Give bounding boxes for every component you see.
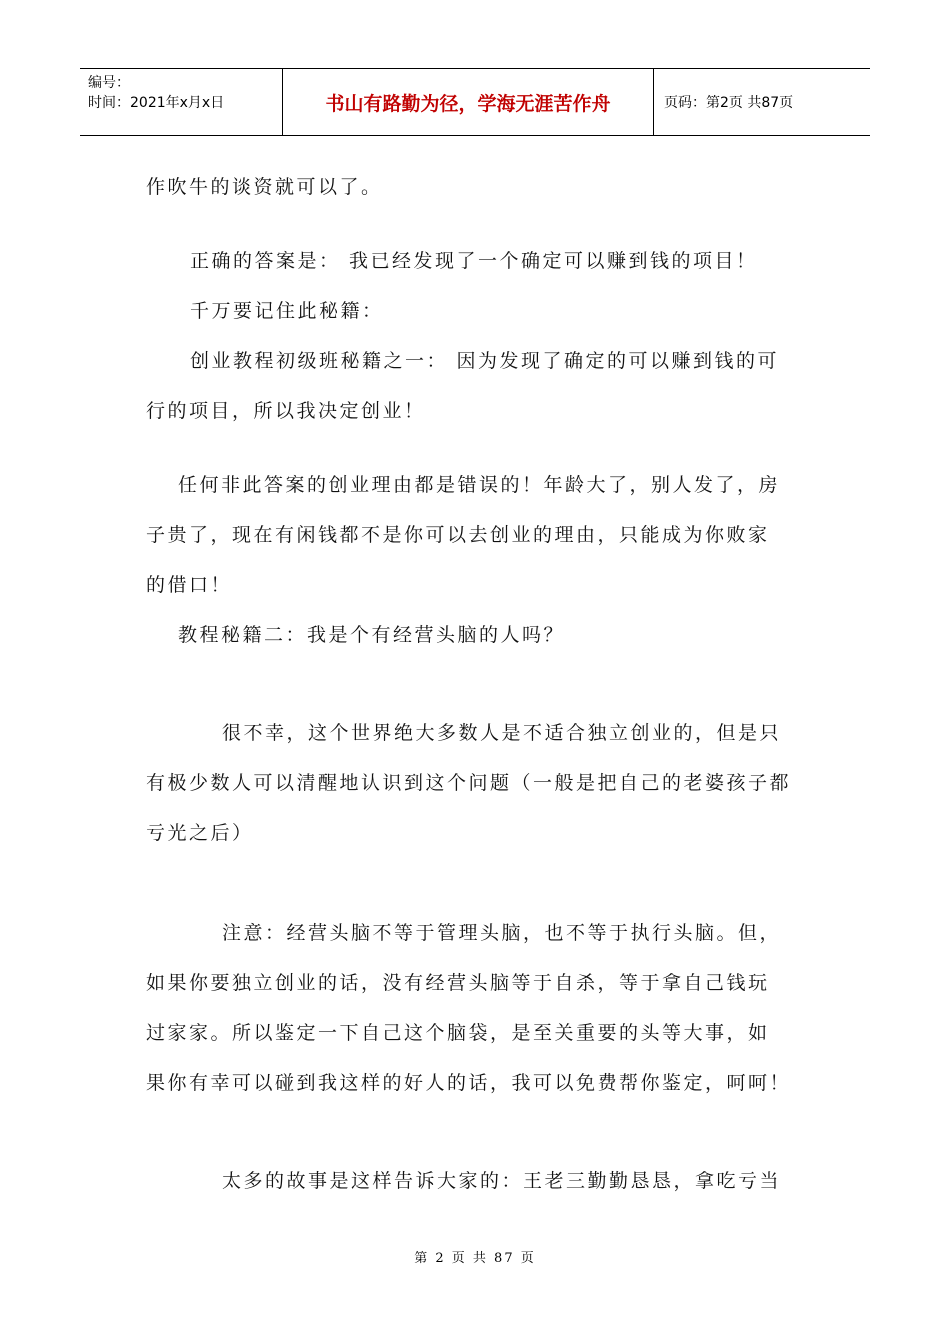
body-line: 行的项目，所以我决定创业！ [146,400,426,422]
body-line: 过家家。所以鉴定一下自己这个脑袋，是至关重要的头等大事，如 [146,1022,770,1044]
body-line: 子贵了，现在有闲钱都不是你可以去创业的理由，只能成为你败家 [146,524,770,546]
header-page-info: 页码：第2页 共87页 [664,95,794,111]
body-line: 任何非此答案的创业理由都是错误的！年龄大了，别人发了，房 [178,474,781,496]
body-line: 千万要记住此秘籍： [190,300,384,322]
body-line: 如果你要独立创业的话，没有经营头脑等于自杀，等于拿自己钱玩 [146,972,770,994]
header-meta [80,69,282,135]
body-line: 作吹牛的谈资就可以了。 [146,176,383,198]
document-number-label: 编号： [88,75,130,91]
body-line: 的借口！ [146,574,233,596]
document-time-label: 时间：2021年x月x日 [88,95,225,111]
body-line: 教程秘籍二：我是个有经营头脑的人吗？ [178,624,566,646]
body-line: 注意：经营头脑不等于管理头脑，也不等于执行头脑。但， [222,922,782,944]
page-footer: 第 2 页 共 87 页 [414,1251,536,1266]
body-line: 正确的答案是： 我已经发现了一个确定可以赚到钱的项目！ [190,250,758,272]
body-line: 果你有幸可以碰到我这样的好人的话，我可以免费帮你鉴定，呵呵！ [146,1072,792,1094]
header-table [80,68,870,136]
body-line: 有极少数人可以清醒地认识到这个问题（一般是把自己的老婆孩子都 [146,772,792,794]
header-motto: 书山有路勤为径，学海无涯苦作舟 [282,69,654,135]
body-line: 太多的故事是这样告诉大家的：王老三勤勤恳恳，拿吃亏当 [222,1170,782,1192]
body-line: 亏光之后） [146,822,254,844]
body-line: 很不幸，这个世界绝大多数人是不适合独立创业的，但是只 [222,722,782,744]
body-line: 创业教程初级班秘籍之一： 因为发现了确定的可以赚到钱的可 [190,350,780,372]
